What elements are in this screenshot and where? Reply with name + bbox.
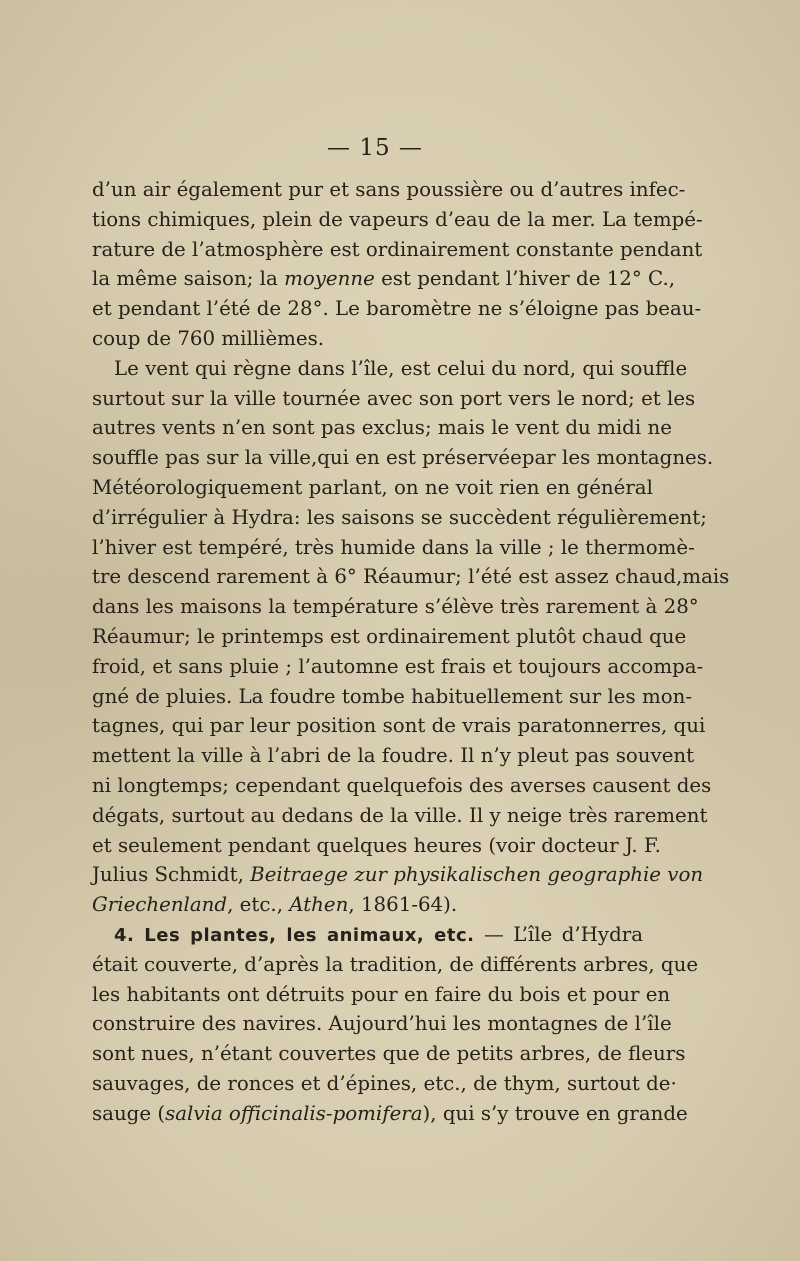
text-line: ni longtemps; cependant quelquefois des averses causent des: [92, 773, 712, 797]
text-run: Julius Schmidt,: [92, 863, 251, 887]
italic-text: Griechenland: [92, 893, 228, 917]
text-line: et seulement pendant quelques heures (voir docteur J. F.: [92, 833, 661, 857]
text-line: [92, 264, 676, 294]
text-line: dégats, surtout au dedans de la ville. Il y neige très rarement: [92, 803, 708, 827]
text-line: et pendant l’été de 28°. Le baromètre ne s’éloigne pas beau-: [92, 297, 702, 321]
text-run: sauge (: [92, 1101, 166, 1125]
text-line: souffle pas sur la ville,qui en est préservéepar les montagnes.: [92, 446, 714, 470]
italic-text: Athen: [289, 893, 349, 917]
text-run: , etc.,: [227, 893, 290, 917]
text-line: sauvages, de ronces et d’épines, etc., de thym, surtout de·: [92, 1071, 677, 1095]
text-line: tions chimiques, plein de vapeurs d’eau de la mer. La tempé-: [92, 207, 703, 231]
text-line: coup de 760 millièmes.: [92, 326, 325, 350]
text-line: mettent la ville à l’abri de la foudre. Il n’y pleut pas souvent: [92, 744, 695, 768]
text-line: [92, 890, 643, 920]
text-line: tre descend rarement à 6° Réaumur; l’été est assez chaud,mais: [92, 565, 730, 589]
text-line: Météorologiquement parlant, on ne voit rien en général: [92, 475, 653, 499]
text-line: les habitants ont détruits pour en faire du bois et pour en: [92, 982, 671, 1006]
text-line: l’hiver est tempéré, très humide dans la ville ; le thermomè-: [92, 535, 695, 559]
italic-text: Beitraege zur physikalischen geographie von: [250, 863, 704, 887]
italic-text: moyenne: [284, 267, 375, 291]
text-line: d’un air également pur et sans poussière ou d’autres infec-: [92, 178, 686, 201]
text-line: [92, 1099, 688, 1129]
text-line: gné de pluies. La foudre tombe habituellement sur les mon-: [92, 684, 693, 708]
text-run: la même saison; la: [92, 267, 285, 291]
text-line: d’irrégulier à Hydra: les saisons se succèdent régulièrement;: [92, 505, 707, 529]
text-line: rature de l’atmosphère est ordinairement constante pendant: [92, 237, 703, 261]
text-run: ), qui s’y trouve en grande: [422, 1101, 688, 1125]
italic-text: salvia officinalis-pomifera: [165, 1101, 423, 1125]
text-run: , 1861-64).: [348, 893, 458, 917]
section-heading-line: [92, 920, 643, 950]
text-line: dans les maisons la température s’élève très rarement à 28°: [92, 595, 699, 619]
text-line: était couverte, d’après la tradition, de différents arbres, que: [92, 952, 699, 976]
section-heading: 4. Les plantes, les animaux, etc.: [114, 924, 475, 946]
text-line: autres vents n’en sont pas exclus; mais le vent du midi ne: [92, 416, 672, 440]
text-line: surtout sur la ville tournée avec son port vers le nord; et les: [92, 386, 696, 410]
text-line: construire des navires. Aujourd’hui les montagnes de l’île: [92, 1012, 672, 1036]
text-line: [92, 860, 704, 890]
text-run: est pendant l’hiver de 12° C.,: [374, 267, 676, 291]
paragraph-start-line: Le vent qui règne dans l’île, est celui du nord, qui souffle: [114, 356, 688, 380]
text-line: Réaumur; le printemps est ordinairement plutôt chaud que: [92, 624, 687, 648]
text-run: — L’île d’Hydra: [474, 922, 643, 946]
text-line: sont nues, n’étant couvertes que de petits arbres, de fleurs: [92, 1042, 686, 1066]
text-line: froid, et sans pluie ; l’automne est frais et toujours accompa-: [92, 654, 704, 678]
text-line: tagnes, qui par leur position sont de vrais paratonnerres, qui: [92, 714, 706, 738]
body-text: [92, 175, 730, 1129]
page-number: — 15 —: [327, 135, 423, 161]
